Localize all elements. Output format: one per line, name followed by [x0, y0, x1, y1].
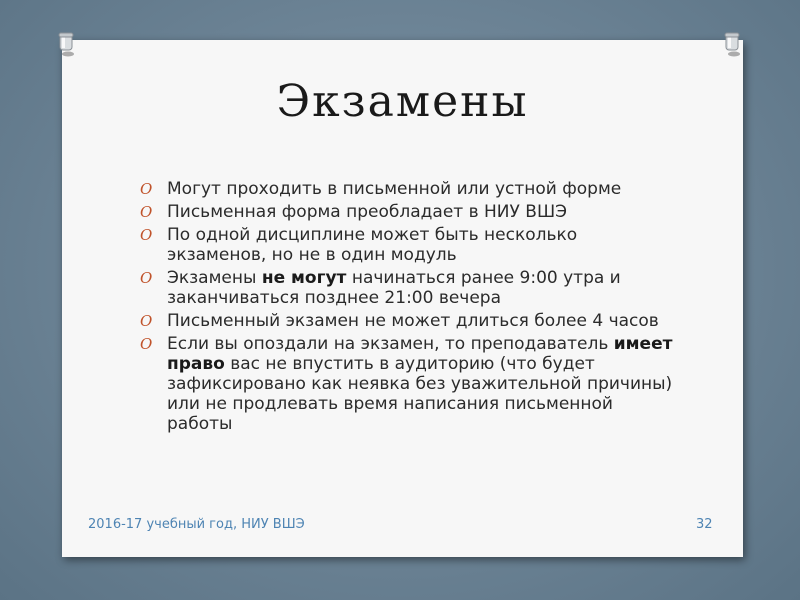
bullet-text: Могут проходить в письменной или устной форме [167, 179, 622, 199]
bold-text: имеет право [167, 334, 673, 374]
pushpin-icon [56, 32, 78, 58]
slide-title: Экзамены [276, 76, 529, 127]
bullet-item [140, 268, 680, 308]
bullet-icon: O [140, 269, 153, 287]
bullet-item [140, 311, 680, 331]
bullet-text: Если вы опоздали на экзамен, то преподаватель имеет право вас не впустить в аудиторию (что будет зафиксировано как неявка без уважительной причины) или не продлевать время написания письменной работы [167, 334, 673, 434]
bullet-item [140, 179, 680, 199]
bullet-item [140, 225, 680, 265]
bullet-text: По одной дисциплине может быть несколько экзаменов, но не в один модуль [167, 225, 578, 265]
bullet-icon: O [140, 312, 153, 330]
bullet-text: Письменная форма преобладает в НИУ ВШЭ [167, 202, 567, 222]
bullet-list [140, 179, 680, 437]
bullet-icon: O [140, 226, 153, 244]
bullet-text: Экзамены не могут начинаться ранее 9:00 утра и заканчиваться позднее 21:00 вечера [167, 268, 621, 308]
bullet-item [140, 334, 680, 434]
bullet-item [140, 202, 680, 222]
pushpin-icon [722, 32, 744, 58]
footer-caption: 2016-17 учебный год, НИУ ВШЭ [88, 517, 305, 532]
page-number: 32 [696, 517, 713, 532]
bullet-icon: O [140, 335, 153, 353]
bold-text: не могут [261, 268, 347, 288]
bullet-icon: O [140, 180, 153, 198]
bullet-text: Письменный экзамен не может длиться более 4 часов [167, 311, 659, 331]
bullet-icon: O [140, 203, 153, 221]
